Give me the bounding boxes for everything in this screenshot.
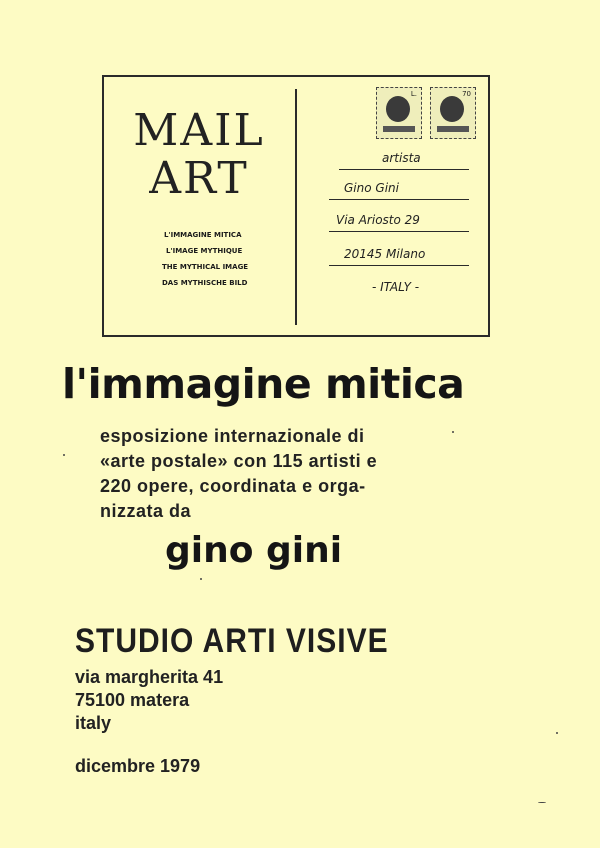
address-rule [339,169,469,170]
postcard-subtitle: THE MYTHICAL IMAGE [162,263,249,271]
address-rule [329,199,469,200]
venue-name: STUDIO ARTI VISIVE [75,622,389,660]
paper-speck [538,802,546,803]
paper-speck [452,431,454,433]
mail-art-heading [104,107,294,203]
postcard-subtitle: L'IMAGE MYTHIQUE [166,247,243,255]
postcard-divider [295,89,297,325]
paper-speck [556,732,558,734]
venue-address [75,666,223,735]
address-line: 20145 Milano [344,247,426,261]
exhibition-date: dicembre 1979 [75,756,201,776]
mail-art-heading-line1: MAIL [133,105,265,156]
paper-speck [200,578,202,580]
postcard-subtitle: DAS MYTHISCHE BILD [162,279,248,287]
address-rule [329,265,469,266]
address-rule [329,231,469,232]
stamp-value: L. [410,90,417,98]
mail-art-heading-line2: ART [149,153,249,204]
description-line: 220 opere, coordinata e orga- [100,476,366,496]
description-line: nizzata da [100,501,192,521]
postcard-subtitle: L'IMMAGINE MITICA [164,231,242,239]
venue-city: 75100 matera [75,690,190,710]
stamp-right-icon [430,87,476,139]
paper-speck [63,454,65,456]
exhibition-description [100,424,480,524]
stamp-left-icon [376,87,422,139]
description-line: esposizione internazionale di [100,426,365,446]
postcard-subtitles [104,227,294,291]
venue-country: italy [75,713,112,733]
address-line: Via Ariosto 29 [336,213,420,227]
stamp-value: 70 [462,90,471,98]
address-line: Gino Gini [344,181,399,195]
venue-street: via margherita 41 [75,667,224,687]
address-line: - ITALY - [372,280,420,294]
exhibition-title: l'immagine mitica [62,360,465,408]
postcard-illustration [102,75,490,337]
author-name: gino gini [165,530,343,571]
address-line: artista [382,151,421,165]
description-line: «arte postale» con 115 artisti e [100,451,378,471]
